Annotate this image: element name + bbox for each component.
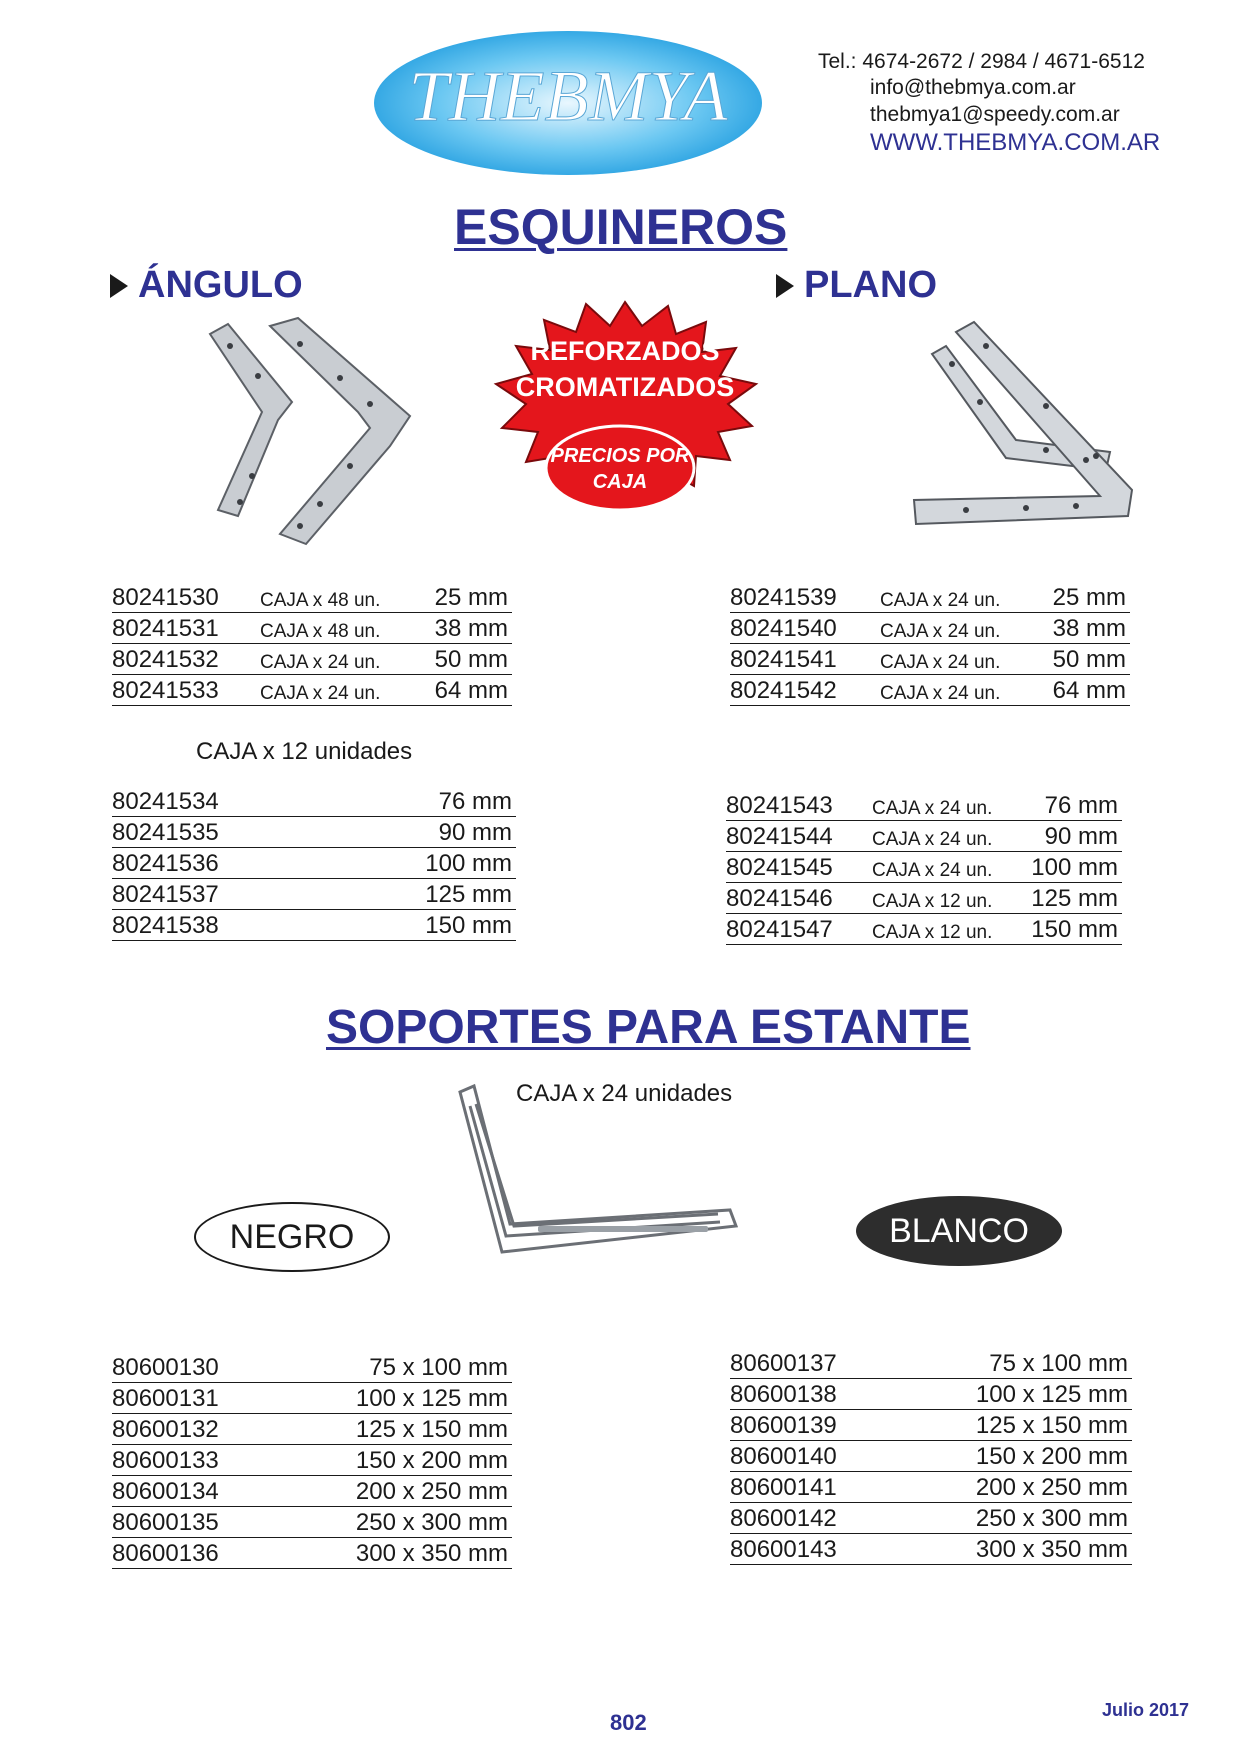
badge-sub2: CAJA [592, 471, 648, 493]
product-code: 80600137 [730, 1350, 837, 1377]
box-qty: CAJA x 24 un. [872, 829, 993, 850]
table-row [726, 914, 1122, 945]
size: 76 mm [1044, 792, 1118, 819]
product-code: 80241531 [112, 615, 219, 642]
logo-text: THEBMYA [408, 56, 728, 136]
badge-sub1: PRECIOS POR [550, 445, 690, 467]
product-code: 80241547 [726, 916, 833, 943]
table-row [730, 644, 1130, 675]
product-code: 80600140 [730, 1443, 837, 1470]
table-row [112, 1414, 512, 1445]
size: 125 x 150 mm [355, 1416, 508, 1443]
table-row [730, 1410, 1132, 1441]
angulo-table [112, 582, 512, 706]
product-code: 80241535 [112, 819, 219, 846]
product-code: 80600138 [730, 1381, 837, 1408]
badge-line1: REFORZADOS [530, 336, 720, 366]
size: 50 mm [1052, 646, 1126, 673]
box-qty: CAJA x 24 un. [880, 652, 1001, 673]
product-code: 80600134 [112, 1478, 219, 1505]
table-row [726, 852, 1122, 883]
size: 38 mm [1052, 615, 1126, 642]
angulo-label: ÁNGULO [138, 264, 303, 306]
table-row [730, 1379, 1132, 1410]
product-code: 80600132 [112, 1416, 219, 1443]
box-qty: CAJA x 24 un. [880, 683, 1001, 704]
table-row [726, 790, 1122, 821]
reforzados-badge [490, 300, 760, 520]
table-row [730, 1472, 1132, 1503]
table-row [112, 1352, 512, 1383]
table-row [112, 1507, 512, 1538]
product-code: 80600130 [112, 1354, 219, 1381]
negro-table [112, 1352, 512, 1569]
email-info[interactable]: info@thebmya.com.ar [870, 76, 1076, 99]
product-code: 80241538 [112, 912, 219, 939]
thebmya-logo [372, 28, 764, 178]
box-qty: CAJA x 24 un. [880, 621, 1001, 642]
size: 100 mm [1031, 854, 1118, 881]
size: 25 mm [1052, 584, 1126, 611]
table-row [112, 644, 512, 675]
table-row [730, 582, 1130, 613]
size: 50 mm [434, 646, 508, 673]
size: 125 mm [1031, 885, 1118, 912]
plano-table-2 [726, 790, 1122, 945]
size: 200 x 250 mm [975, 1474, 1128, 1501]
table-row [112, 786, 516, 817]
triangle-bullet-icon [776, 274, 794, 298]
table-row [112, 613, 512, 644]
product-code: 80241544 [726, 823, 833, 850]
table-row [730, 1441, 1132, 1472]
product-code: 80241540 [730, 615, 837, 642]
box-qty: CAJA x 24 un. [872, 798, 993, 819]
size: 300 x 350 mm [975, 1536, 1128, 1563]
plano-label: PLANO [804, 264, 937, 306]
table-row [112, 1476, 512, 1507]
box-qty: CAJA x 48 un. [260, 621, 381, 642]
size: 75 x 100 mm [369, 1354, 508, 1381]
size: 250 x 300 mm [355, 1509, 508, 1536]
box-qty: CAJA x 48 un. [260, 590, 381, 611]
table-row [726, 821, 1122, 852]
triangle-bullet-icon [110, 274, 128, 298]
product-code: 80241541 [730, 646, 837, 673]
product-code: 80600139 [730, 1412, 837, 1439]
size: 64 mm [1052, 677, 1126, 704]
product-code: 80241532 [112, 646, 219, 673]
size: 150 mm [1031, 916, 1118, 943]
badge-line2: CROMATIZADOS [515, 372, 735, 402]
plano-table [730, 582, 1130, 706]
size: 100 x 125 mm [355, 1385, 508, 1412]
size: 25 mm [434, 584, 508, 611]
angulo-box-note: CAJA x 12 unidades [196, 738, 413, 765]
table-row [112, 817, 516, 848]
table-row [730, 1503, 1132, 1534]
blanco-table [730, 1348, 1132, 1565]
product-code: 80600135 [112, 1509, 219, 1536]
flat-bracket-image [896, 320, 1156, 550]
product-code: 80241542 [730, 677, 837, 704]
product-code: 80600143 [730, 1536, 837, 1563]
table-row [112, 582, 512, 613]
shelf-bracket-image [448, 1076, 748, 1316]
table-row [112, 879, 516, 910]
table-row [726, 883, 1122, 914]
product-code: 80241546 [726, 885, 833, 912]
size: 125 x 150 mm [975, 1412, 1128, 1439]
soportes-title: SOPORTES PARA ESTANTE [326, 1001, 971, 1054]
negro-label: NEGRO [194, 1202, 390, 1272]
product-code: 80241534 [112, 788, 219, 815]
size: 90 mm [438, 819, 512, 846]
footer-date: Julio 2017 [1102, 1700, 1190, 1720]
size: 125 mm [425, 881, 512, 908]
box-qty: CAJA x 12 un. [872, 891, 993, 912]
size: 100 mm [425, 850, 512, 877]
size: 200 x 250 mm [355, 1478, 508, 1505]
box-qty: CAJA x 24 un. [260, 683, 381, 704]
size: 300 x 350 mm [355, 1540, 508, 1567]
box-qty: CAJA x 12 un. [872, 922, 993, 943]
product-code: 80600131 [112, 1385, 219, 1412]
product-code: 80241545 [726, 854, 833, 881]
blanco-label: BLANCO [856, 1196, 1062, 1266]
table-row [112, 1445, 512, 1476]
table-row [730, 613, 1130, 644]
soportes-box-note: CAJA x 24 unidades [516, 1080, 733, 1107]
size: 38 mm [434, 615, 508, 642]
table-row [730, 1348, 1132, 1379]
box-qty: CAJA x 24 un. [880, 590, 1001, 611]
product-code: 80600133 [112, 1447, 219, 1474]
product-code: 80241537 [112, 881, 219, 908]
size: 64 mm [434, 677, 508, 704]
page-number: 802 [610, 1710, 647, 1735]
table-row [112, 1538, 512, 1569]
product-code: 80241533 [112, 677, 219, 704]
size: 250 x 300 mm [975, 1505, 1128, 1532]
product-code: 80241530 [112, 584, 219, 611]
table-row [112, 848, 516, 879]
product-code: 80241536 [112, 850, 219, 877]
size: 100 x 125 mm [975, 1381, 1128, 1408]
website-link[interactable]: WWW.THEBMYA.COM.AR [870, 129, 1161, 156]
box-qty: CAJA x 24 un. [260, 652, 381, 673]
table-row [730, 1534, 1132, 1565]
esquineros-title: ESQUINEROS [454, 199, 788, 255]
box-qty: CAJA x 24 un. [872, 860, 993, 881]
angle-bracket-image [200, 316, 420, 546]
size: 90 mm [1044, 823, 1118, 850]
product-code: 80241543 [726, 792, 833, 819]
product-code: 80600136 [112, 1540, 219, 1567]
table-row [730, 675, 1130, 706]
product-code: 80600141 [730, 1474, 837, 1501]
product-code: 80241539 [730, 584, 837, 611]
table-row [112, 1383, 512, 1414]
size: 150 mm [425, 912, 512, 939]
size: 75 x 100 mm [989, 1350, 1128, 1377]
size: 76 mm [438, 788, 512, 815]
email-speedy[interactable]: thebmya1@speedy.com.ar [870, 103, 1120, 126]
size: 150 x 200 mm [355, 1447, 508, 1474]
size: 150 x 200 mm [975, 1443, 1128, 1470]
table-row [112, 675, 512, 706]
product-code: 80600142 [730, 1505, 837, 1532]
phone-text: Tel.: 4674-2672 / 2984 / 4671-6512 [818, 50, 1145, 73]
table-row [112, 910, 516, 941]
angulo-table-2 [112, 786, 516, 941]
